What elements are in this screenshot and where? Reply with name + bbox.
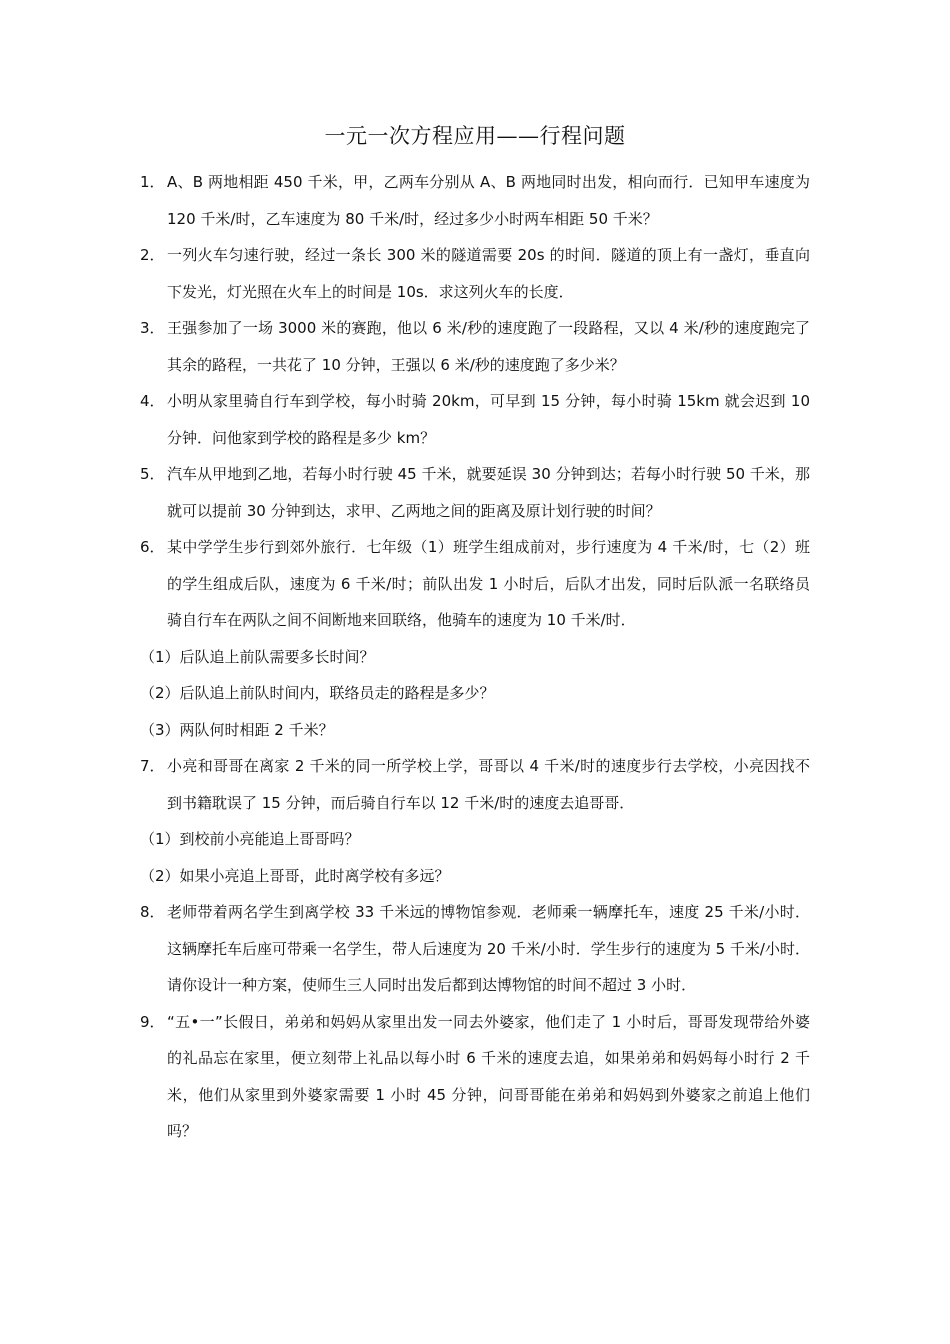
sub-question: （1）到校前小亮能追上哥哥吗？ — [140, 830, 360, 848]
problem-text: A、B 两地相距 450 千米，甲，乙两车分别从 A、B 两地同时出发，相向而行．已知甲车速度为 120 千米/时，乙车速度为 80 千米/时，经过多少小时两车相距 50 千米？ — [167, 173, 810, 228]
problem-5 — [140, 456, 810, 529]
problem-1 — [140, 164, 810, 237]
problem-number: 1． — [140, 173, 165, 191]
page-title: 一元一次方程应用——行程问题 — [324, 124, 626, 148]
problem-2 — [140, 237, 810, 310]
problem-4 — [140, 383, 810, 456]
sub-question: （1）后队追上前队需要多长时间？ — [140, 647, 375, 666]
problem-text: 某中学学生步行到郊外旅行．七年级（1）班学生组成前对，步行速度为 4 千米/时，七（2）班的学生组成后队，速度为 6 千米/时；前队出发 1 小时后，后队才出发，同时后队派一名联络员骑自行车在两队之间不间断地来回联络，他骑车的速度为 10 千米/时． — [167, 538, 810, 629]
problem-number: 7． — [140, 757, 165, 775]
sub-question: （2）后队追上前队时间内，联络员走的路程是多少？ — [140, 684, 495, 702]
problem-number: 2． — [140, 246, 165, 264]
sub-question: （3）两队何时相距 2 千米？ — [140, 720, 334, 739]
problem-6 — [140, 529, 810, 639]
problem-text: 王强参加了一场 3000 米的赛跑，他以 6 米/秒的速度跑了一段路程，又以 4 米/秒的速度跑完了其余的路程，一共花了 10 分钟，王强以 6 米/秒的速度跑了多少米？ — [167, 319, 810, 374]
problem-text: 汽车从甲地到乙地，若每小时行驶 45 千米，就要延误 30 分钟到达；若每小时行驶 50 千米，那就可以提前 30 分钟到达，求甲、乙两地之间的距离及原计划行驶的时间？ — [167, 465, 810, 520]
problem-9 — [140, 1004, 810, 1150]
problem-text: 小亮和哥哥在离家 2 千米的同一所学校上学，哥哥以 4 千米/时的速度步行去学校，小亮因找不到书籍耽误了 15 分钟，而后骑自行车以 12 千米/时的速度去追哥哥． — [167, 757, 810, 812]
problem-number: 6． — [140, 538, 165, 556]
problem-text: 小明从家里骑自行车到学校，每小时骑 20km，可早到 15 分钟，每小时骑 15km 就会迟到 10 分钟．问他家到学校的路程是多少 km？ — [167, 392, 810, 447]
problem-8 — [140, 894, 810, 1004]
problem-text: 老师带着两名学生到离学校 33 千米远的博物馆参观．老师乘一辆摩托车，速度 25 千米/小时．这辆摩托车后座可带乘一名学生，带人后速度为 20 千米/小时．学生步行的速度为 5 千米/小时．请你设计一种方案，使师生三人同时出发后都到达博物馆的时间不超过 3 小时． — [167, 903, 810, 994]
problem-text: 一列火车匀速行驶，经过一条长 300 米的隧道需要 20s 的时间．隧道的顶上有一盏灯，垂直向下发光，灯光照在火车上的时间是 10s．求这列火车的长度． — [167, 246, 810, 301]
problem-number: 4． — [140, 392, 165, 410]
problem-number: 5． — [140, 465, 165, 483]
problem-7 — [140, 748, 810, 821]
problem-number: 8． — [140, 903, 165, 921]
sub-question: （2）如果小亮追上哥哥，此时离学校有多远？ — [140, 866, 450, 885]
problem-text: “五•一”长假日，弟弟和妈妈从家里出发一同去外婆家，他们走了 1 小时后，哥哥发现带给外婆的礼品忘在家里，便立刻带上礼品以每小时 6 千米的速度去追，如果弟弟和妈妈每小时行 2 千米，他们从家里到外婆家需要 1 小时 45 分钟，问哥哥能在弟弟和妈妈到外婆家之前追上他们吗？ — [167, 1012, 810, 1140]
problem-number: 9． — [140, 1012, 165, 1031]
problem-3 — [140, 310, 810, 383]
problem-number: 3． — [140, 319, 165, 337]
